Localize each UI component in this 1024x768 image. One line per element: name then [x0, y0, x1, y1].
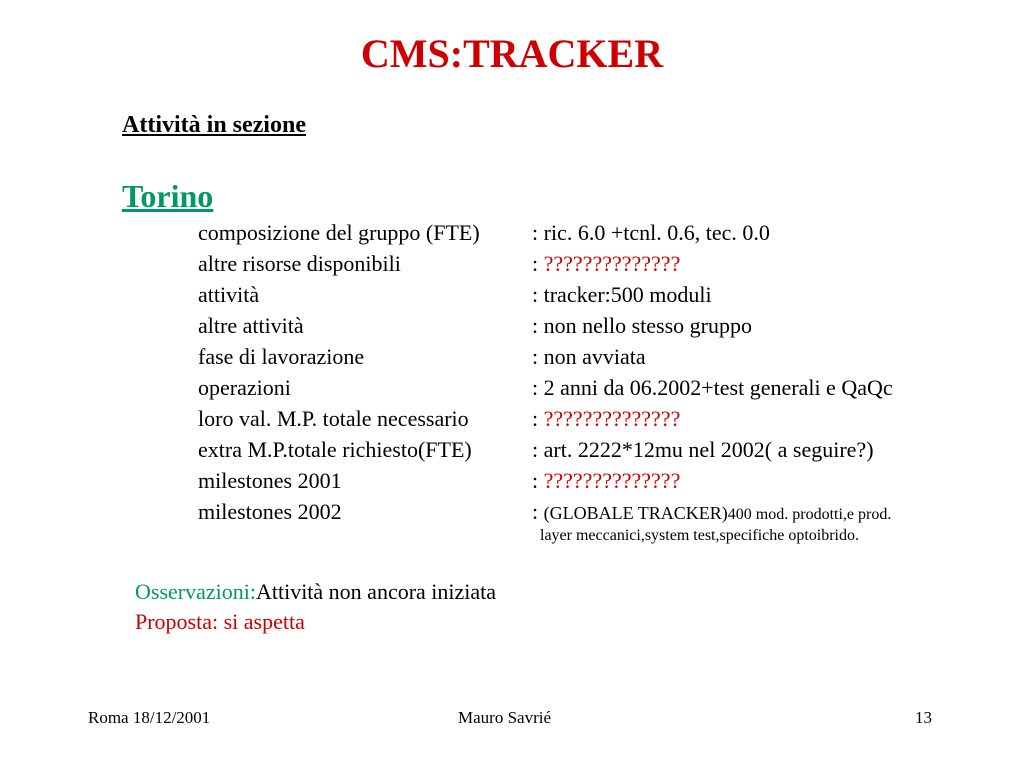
row-value-caps: (GLOBALE TRACKER) [543, 503, 728, 523]
footer-date: Roma 18/12/2001 [88, 708, 211, 727]
row-value: : non avviata [532, 344, 646, 369]
row-label: milestones 2002 [198, 499, 342, 524]
row-value: : 2 anni da 06.2002+test generali e QaQc [532, 375, 893, 400]
footer-page-number: 13 [915, 708, 932, 727]
slide-title: CMS:TRACKER [360, 31, 664, 76]
row-value-prefix: : [532, 251, 544, 276]
row-label: extra M.P.totale richiesto(FTE) [198, 437, 472, 462]
row-label: attività [198, 282, 260, 307]
row-value-small: 400 mod. prodotti,e prod. [727, 506, 892, 523]
row-value [532, 249, 680, 279]
section-heading: Attività in sezione [122, 112, 306, 138]
row-value-prefix: : [532, 468, 544, 493]
row-value-prefix: : [532, 499, 544, 524]
row-value: : tracker:500 moduli [532, 282, 712, 307]
row-label: loro val. M.P. totale necessario [198, 406, 469, 431]
unknown-value: ?????????????? [543, 251, 681, 276]
row-label: composizione del gruppo (FTE) [198, 220, 480, 245]
unknown-value: ?????????????? [543, 468, 681, 493]
footer-author: Mauro Savrié [458, 708, 552, 727]
proposal: Proposta: si aspetta [135, 609, 305, 634]
milestones-continuation: layer meccanici,system test,specifiche optoibrido. [540, 527, 859, 544]
row-label: altre risorse disponibili [198, 251, 401, 276]
row-value [532, 466, 680, 496]
row-value-prefix: : [532, 406, 544, 431]
observations [135, 577, 496, 607]
row-label: operazioni [198, 375, 291, 400]
row-value: : art. 2222*12mu nel 2002( a seguire?) [532, 437, 874, 462]
row-label: fase di lavorazione [198, 344, 365, 369]
unknown-value: ?????????????? [543, 406, 681, 431]
row-label: altre attività [198, 313, 304, 338]
row-value: : ric. 6.0 +tcnl. 0.6, tec. 0.0 [532, 220, 770, 245]
observations-text: Attività non ancora iniziata [255, 579, 497, 604]
city-heading: Torino [122, 178, 214, 214]
row-value [532, 404, 680, 434]
row-label: milestones 2001 [198, 468, 342, 493]
observations-label: Osservazioni: [135, 579, 256, 604]
row-value: : non nello stesso gruppo [532, 313, 752, 338]
